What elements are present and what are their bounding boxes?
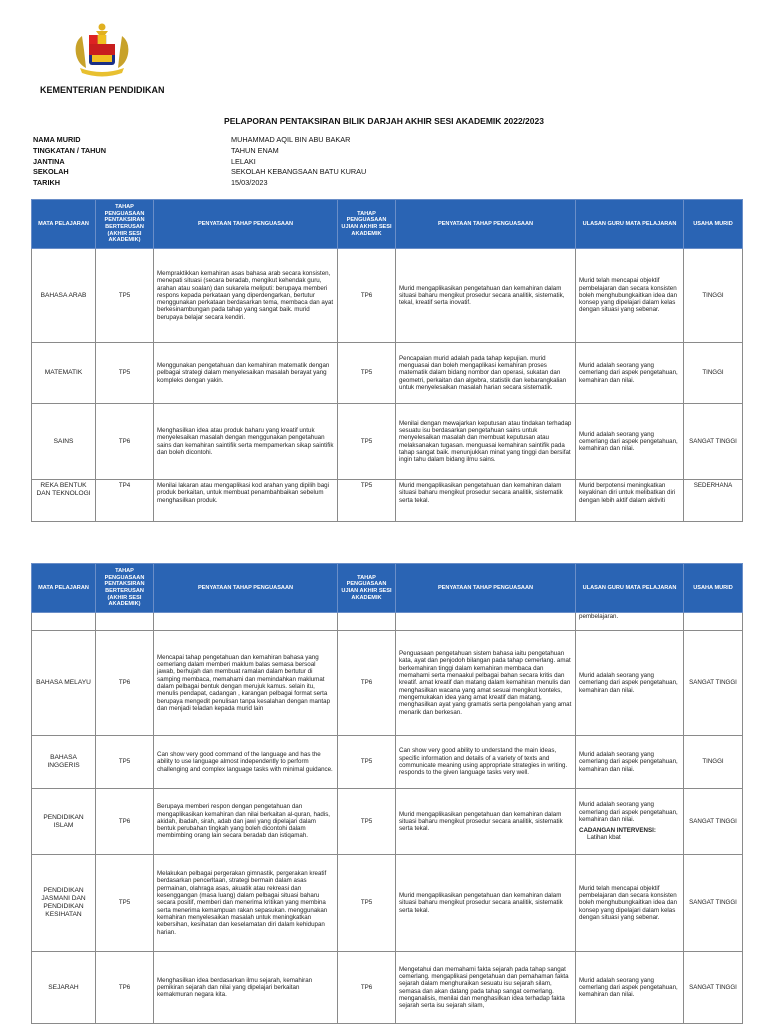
- date-label: TARIKH: [33, 178, 61, 188]
- tp-continuous: TP6: [96, 404, 154, 480]
- tp-exam: TP5: [338, 343, 396, 404]
- continuation-text: pembelajaran.: [576, 613, 684, 631]
- tp-exam: TP6: [338, 249, 396, 343]
- student-name-label: NAMA MURID: [33, 135, 81, 144]
- ministry-name: KEMENTERIAN PENDIDIKAN: [40, 85, 165, 95]
- statement-continuous: Berupaya memberi respon dengan pengetahuan dan mengaplikasikan kemahiran dan nilai berkaitan al-quran, hadis, akidah, ibadah, sirah, adab dan jawi yang dipelajari dalam bentuk perubahan tingkah yang boleh dicontohi dalam membimbing orang lain secara beradab dan istiqamah.: [154, 789, 338, 855]
- header-tp-continuous: TAHAP PENGUASAAN PENTAKSIRAN BERTERUSAN (AKHIR SESI AKADEMIK): [96, 564, 154, 613]
- header-effort: USAHA MURID: [684, 564, 743, 613]
- statement-exam: Menilai dengan mewajarkan keputusan atau tindakan terhadap sesuatu isu berdasarkan pengetahuan sains untuk menyelesaikan masalah dan membuat keputusan atau melaksanakan tugasan. menguasai kemahiran saintifik pada tahap sangat baik. menunjukkan minat yang tinggi dan bersifat ingin tahu dalam bidang ilmu sains.: [396, 404, 576, 480]
- table-row: [32, 249, 743, 343]
- statement-exam: Murid mengaplikasikan pengetahuan dan kemahiran dalam situasi baharu mengikut prosedur secara analitik, sistematik serta tekal.: [396, 789, 576, 855]
- header-statement-continuous: PENYATAAN TAHAP PENGUASAAN: [154, 564, 338, 613]
- effort: TINGGI: [684, 343, 743, 404]
- header-teacher-comment: ULASAN GURU MATA PELAJARAN: [576, 200, 684, 249]
- header-statement-exam: PENYATAAN TAHAP PENGUASAAN: [396, 200, 576, 249]
- statement-continuous: Menghasilkan idea berdasarkan ilmu sejarah, kemahiran pemikiran sejarah dan nilai yang dipelajari berkaitan kemakmuran negara kita.: [154, 952, 338, 1024]
- comment-text: Murid adalah seorang yang cemerlang dari aspek pengetahuan, kemahiran dan nilai.: [579, 801, 678, 823]
- statement-exam: Can show very good ability to understand the main ideas, specific information and details of a variety of texts and communicate meaning using appropriate strategies in writing. responds to the given language tasks very well.: [396, 736, 576, 789]
- statement-continuous: Menilai lakaran atau mengaplikasi kod arahan yang dipilih bagi produk berkaitan, untuk membuat penambahbaikan sebelum menghasilkan produk.: [154, 480, 338, 522]
- statement-continuous: Mencapai tahap pengetahuan dan kemahiran bahasa yang cemerlang dalam memberi maklum balas semasa bersoal jawab, berhujah dan membuat ramalan dalam bertutur di samping membaca, memahami dan memindahkan maklumat dalam pelbagai bentuk dengan merujuk kamus. selain itu, menulis pendapat, cadangan , karangan pelbagai format serta berupaya mengedit penulisan tanpa kesalahan dengan mantap dan menjadi teladan kepada murid lain: [154, 631, 338, 736]
- tp-exam: TP5: [338, 404, 396, 480]
- assessment-table-1: [31, 199, 743, 522]
- teacher-comment: Murid adalah seorang yang cemerlang dari aspek pengetahuan, kemahiran dan nilai.: [576, 343, 684, 404]
- tp-exam: TP6: [338, 631, 396, 736]
- table-row: [32, 480, 743, 522]
- header-tp-exam: TAHAP PENGUASAAN UJIAN AKHIR SESI AKADEMIK: [338, 200, 396, 249]
- gender-value: LELAKI: [231, 156, 256, 166]
- table-row: [32, 404, 743, 480]
- tp-continuous: TP6: [96, 631, 154, 736]
- header-statement-exam: PENYATAAN TAHAP PENGUASAAN: [396, 564, 576, 613]
- statement-exam: Murid mengaplikasikan pengetahuan dan kemahiran dalam situasi baharu mengikut prosedur secara analitik, sistematik, tekal, kreatif serta inovatif.: [396, 249, 576, 343]
- tp-continuous: TP5: [96, 736, 154, 789]
- tp-continuous: TP5: [96, 343, 154, 404]
- grade-value: TAHUN ENAM: [231, 145, 279, 155]
- teacher-comment: Murid adalah seorang yang cemerlang dari aspek pengetahuan, kemahiran dan nilai.: [576, 736, 684, 789]
- table-row: [32, 736, 743, 789]
- subject-name: BAHASA ARAB: [32, 249, 96, 343]
- tp-exam: TP5: [338, 855, 396, 952]
- coat-of-arms-logo: [68, 20, 136, 78]
- teacher-comment: Murid adalah seorang yang cemerlang dari aspek pengetahuan, kemahiran dan nilai.: [576, 404, 684, 480]
- subject-name: MATEMATIK: [32, 343, 96, 404]
- statement-exam: Mengetahui dan memahami fakta sejarah pada tahap sangat cemerlang. mengaplikasi pengetahuan dan pemahaman fakta sejarah dalam menghuraikan sesuatu isu sejarah silam, semasa dan akan datang pada tahap sangat cemerlang. menganalisis, menilai dan menghasilkan idea terhadap fakta sejarah serta isu sejarah silam,: [396, 952, 576, 1024]
- gender-label: JANTINA: [33, 156, 65, 166]
- teacher-comment: [576, 789, 684, 855]
- continuation-row: [32, 613, 743, 631]
- effort: SANGAT TINGGI: [684, 404, 743, 480]
- effort: SEDERHANA: [684, 480, 743, 522]
- effort: SANGAT TINGGI: [684, 631, 743, 736]
- teacher-comment: Murid telah mencapai objektif pembelajaran dan secara konsisten boleh menghubungkaitkan idea dan konsep yang dipelajari dalam kelas dengan situasi yang sebenar.: [576, 855, 684, 952]
- grade-label: TINGKATAN / TAHUN: [33, 145, 106, 155]
- subject-name: PENDIDIKAN ISLAM: [32, 789, 96, 855]
- tp-continuous: TP4: [96, 480, 154, 522]
- effort: SANGAT TINGGI: [684, 789, 743, 855]
- tp-continuous: TP5: [96, 249, 154, 343]
- header-subject: MATA PELAJARAN: [32, 200, 96, 249]
- effort: TINGGI: [684, 736, 743, 789]
- header-statement-continuous: PENYATAAN TAHAP PENGUASAAN: [154, 200, 338, 249]
- subject-name: SEJARAH: [32, 952, 96, 1024]
- teacher-comment: Murid berpotensi meningkatkan keyakinan diri untuk melibatkan diri dengan lebih aktif dalam aktiviti: [576, 480, 684, 522]
- table-row: [32, 343, 743, 404]
- tp-continuous: TP6: [96, 789, 154, 855]
- school-value: SEKOLAH KEBANGSAAN BATU KURAU: [231, 167, 367, 177]
- teacher-comment: Murid telah mencapai objektif pembelajaran dan secara konsisten boleh menghubungkaitkan idea dan konsep yang dipelajari dalam kelas dengan situasi yang sebenar.: [576, 249, 684, 343]
- table-row: [32, 855, 743, 952]
- statement-exam: Pencapaian murid adalah pada tahap kepujian. murid menguasai dan boleh mengaplikasi kemahiran proses matematik dalam bidang nombor dan operasi, sukatan dan geometri, perkaitan dan algebra, statistik dan kebarangkalian untuk menyelesaikan masalah harian secara sistematik.: [396, 343, 576, 404]
- teacher-comment: Murid adalah seorang yang cemerlang dari aspek pengetahuan, kemahiran dan nilai.: [576, 952, 684, 1024]
- header-subject: MATA PELAJARAN: [32, 564, 96, 613]
- header-teacher-comment: ULASAN GURU MATA PELAJARAN: [576, 564, 684, 613]
- statement-continuous: Mempraktikkan kemahiran asas bahasa arab secara konsisten, menepati situasi (secara beradab, mengikut kehendak guru, arahan atau soalan) dan sukarela meliputi: berupaya memberi respons kepada perkataan yang diperdengarkan, bertutur menggunakan perkataan berdasarkan tema, membaca dan ayat berkesinambungan pada tahap yang sangat baik. murid berupaya belajar secara kendiri.: [154, 249, 338, 343]
- statement-exam: Murid mengaplikasikan pengetahuan dan kemahiran dalam situasi baharu mengikut prosedur secara analitik, sistematik serta tekal.: [396, 855, 576, 952]
- subject-name: BAHASA MELAYU: [32, 631, 96, 736]
- statement-continuous: Menghasilkan idea atau produk baharu yang kreatif untuk menyelesaikan masalah dengan menggunakan pengetahuan sains dan kemahiran saintifik serta mempamerkan sikap saintifik dan boleh dicontohi.: [154, 404, 338, 480]
- intervention-text: Latihan kbat: [587, 834, 621, 842]
- teacher-comment: Murid adalah seorang yang cemerlang dari aspek pengetahuan, kemahiran dan nilai.: [576, 631, 684, 736]
- header-tp-exam: TAHAP PENGUASAAN UJIAN AKHIR SESI AKADEMIK: [338, 564, 396, 613]
- school-label: SEKOLAH: [33, 167, 69, 177]
- tp-continuous: TP6: [96, 952, 154, 1024]
- statement-exam: Penguasaan pengetahuan sistem bahasa iaitu pengetahuan kata, ayat dan penjodoh bilangan pada tahap cemerlang. amat berkemahiran tinggi dalam kemahiran membaca dan memahami serta menaakul pelbagai bahan secara kritis dan kreatif. amat kreatif dan matang dalam kemahiran menulis dan menghasilkan wacana yang amat sesuai mengikut konteks, mengemukakan idea yang amat kreatif dan matang, menghasilkan ayat yang gramatis serta pengolahan yang amat menarik dan berkesan.: [396, 631, 576, 736]
- student-info: [33, 135, 531, 189]
- statement-continuous: Can show very good command of the language and has the ability to use language almost independently to perform challenging and complex language tasks with minimal guidance.: [154, 736, 338, 789]
- subject-name: SAINS: [32, 404, 96, 480]
- table-row: [32, 789, 743, 855]
- student-name-value: MUHAMMAD AQIL BIN ABU BAKAR: [231, 135, 351, 144]
- header-tp-continuous: TAHAP PENGUASAAN PENTAKSIRAN BERTERUSAN (AKHIR SESI AKADEMIK): [96, 200, 154, 249]
- effort: SANGAT TINGGI: [684, 952, 743, 1024]
- effort: TINGGI: [684, 249, 743, 343]
- statement-exam: Murid mengaplikasikan pengetahuan dan kemahiran dalam situasi baharu mengikut prosedur secara analitik, sistematik serta tekal.: [396, 480, 576, 522]
- header-effort: USAHA MURID: [684, 200, 743, 249]
- statement-continuous: Melakukan pelbagai pergerakan gimnastik, pergerakan kreatif berdasarkan pencerltaan, strategi bermain dalam asas permainan, olahraga asas, akuatik atau rekreasi dan kesenggangan (masa luang) dalam pelbagai situasi baharu secara positif, memberi dan menerima kritikan yang membina serta menerima kemampuan rakan sepasukan. menggunakan kemahiran menyelesaikan masalah untuk meningkatkan kebersihan, kesihatan dan keselamatan diri dalam kehidupan harian.: [154, 855, 338, 952]
- date-value: 15/03/2023: [231, 178, 268, 188]
- report-title: PELAPORAN PENTAKSIRAN BILIK DARJAH AKHIR SESI AKADEMIK 2022/2023: [224, 116, 544, 126]
- effort: SANGAT TINGGI: [684, 855, 743, 952]
- tp-exam: TP5: [338, 789, 396, 855]
- tp-exam: TP6: [338, 952, 396, 1024]
- subject-name: PENDIDIKAN JASMANI DAN PENDIDIKAN KESIHATAN: [32, 855, 96, 952]
- assessment-table-2: [31, 563, 743, 1024]
- intervention-title: CADANGAN INTERVENSI:: [579, 827, 656, 835]
- tp-continuous: TP5: [96, 855, 154, 952]
- tp-exam: TP5: [338, 480, 396, 522]
- table-row: [32, 631, 743, 736]
- tp-exam: TP5: [338, 736, 396, 789]
- subject-name: REKA BENTUK DAN TEKNOLOGI: [32, 480, 96, 522]
- subject-name: BAHASA INGGERIS: [32, 736, 96, 789]
- statement-continuous: Menggunakan pengetahuan dan kemahiran matematik dengan pelbagai strategi dalam menyelesaikan masalah berayat yang kompleks dengan yakin.: [154, 343, 338, 404]
- table-row: [32, 952, 743, 1024]
